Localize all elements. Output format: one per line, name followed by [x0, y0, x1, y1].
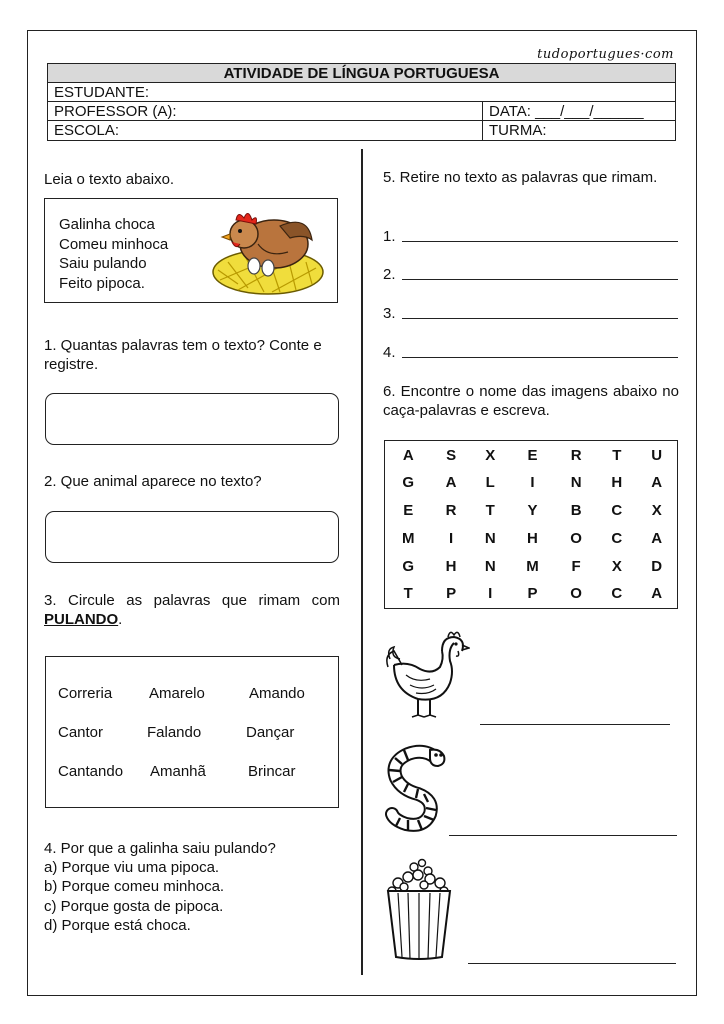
question-1: 1. Quantas palavras tem o texto? Conte e registre.: [44, 337, 322, 373]
date-field[interactable]: DATA: ___/___/______: [489, 103, 644, 120]
word-search-letter[interactable]: C: [611, 585, 623, 603]
rhyme-answer-3[interactable]: [383, 305, 678, 322]
word-search-letter[interactable]: M: [401, 529, 415, 547]
word-search-letter[interactable]: N: [570, 474, 582, 492]
word-search-letter[interactable]: H: [445, 557, 457, 575]
word-search-letter[interactable]: R: [570, 446, 582, 464]
rhyme-answer-1[interactable]: [383, 228, 678, 245]
word-search-row: [385, 497, 678, 525]
poem-box: [44, 198, 338, 303]
option-b[interactable]: b) Porque comeu minhoca.: [44, 878, 225, 895]
question-2: 2. Que animal aparece no texto?: [44, 473, 262, 490]
question-3: [44, 591, 340, 610]
word-search-letter[interactable]: M: [526, 557, 539, 575]
word-search-letter[interactable]: D: [651, 557, 663, 575]
word-search-letter[interactable]: A: [651, 585, 663, 603]
word-search-letter[interactable]: E: [527, 446, 538, 464]
rhyme-word[interactable]: Cantor: [58, 724, 104, 741]
class-field[interactable]: TURMA:: [489, 122, 547, 139]
poem-line: Comeu minhoca: [59, 235, 169, 253]
popcorn-answer-line[interactable]: [468, 963, 676, 964]
word-search-letter[interactable]: A: [445, 474, 457, 492]
answer-box-2[interactable]: [45, 511, 339, 563]
rhyme-words-box: [45, 656, 339, 808]
rhyme-word[interactable]: Amanhã: [150, 763, 206, 780]
popcorn-icon: [384, 857, 454, 961]
word-search-row: [385, 441, 678, 470]
hen-icon: [384, 629, 470, 723]
student-field[interactable]: ESTUDANTE:: [54, 84, 150, 101]
word-search-row: [385, 524, 678, 552]
school-row: [48, 121, 675, 140]
worm-icon: [384, 744, 450, 836]
worm-answer-line[interactable]: [449, 835, 677, 836]
site-watermark: tudoportugues·com: [537, 47, 674, 62]
word-search-letter[interactable]: X: [651, 502, 662, 520]
poem-line: Feito pipoca.: [59, 274, 145, 292]
word-search-letter[interactable]: C: [611, 529, 623, 547]
word-search-letter[interactable]: S: [446, 446, 457, 464]
item-number: 2.: [383, 266, 396, 283]
poem: [59, 215, 168, 293]
word-search-letter[interactable]: H: [527, 529, 538, 547]
teacher-field[interactable]: PROFESSOR (A):: [48, 102, 483, 120]
rhyme-word[interactable]: Falando: [147, 724, 202, 741]
word-search-letter[interactable]: O: [570, 585, 582, 603]
answer-line[interactable]: [402, 241, 678, 242]
column-divider: [361, 149, 363, 975]
word-search-letter[interactable]: P: [527, 585, 538, 603]
word-search-letter[interactable]: I: [448, 529, 454, 547]
poem-line: Saiu pulando: [59, 255, 147, 272]
word-search-letter[interactable]: B: [570, 502, 582, 520]
word-search-letter[interactable]: N: [484, 557, 496, 575]
word-search-letter[interactable]: G: [402, 474, 415, 492]
rhyme-answer-4[interactable]: [383, 344, 678, 361]
worksheet-page: [27, 30, 697, 996]
word-search-row: [385, 580, 678, 609]
word-search-letter[interactable]: U: [651, 446, 663, 464]
option-a[interactable]: a) Porque viu uma pipoca.: [44, 859, 220, 876]
rhyme-word[interactable]: Brincar: [248, 763, 296, 780]
answer-line[interactable]: [402, 318, 678, 319]
question-3-text: 3. Circule as palavras que rimam com: [44, 592, 340, 609]
word-search-letter[interactable]: P: [446, 585, 457, 603]
word-search-letter[interactable]: I: [488, 585, 493, 603]
teacher-row: [48, 102, 675, 121]
word-search-letter[interactable]: H: [611, 474, 623, 492]
word-search-letter[interactable]: E: [403, 502, 414, 520]
answer-box-1[interactable]: [45, 393, 339, 445]
intro-text: Leia o texto abaixo.: [44, 171, 175, 188]
question-5: 5. Retire no texto as palavras que rimam.: [383, 169, 658, 186]
question-4: 4. Por que a galinha saiu pulando?: [44, 840, 276, 857]
word-search-row: [385, 552, 678, 580]
word-search-letter[interactable]: T: [485, 502, 495, 520]
answer-line[interactable]: [402, 357, 678, 358]
rhyme-word[interactable]: Cantando: [58, 763, 124, 780]
word-search-letter[interactable]: N: [484, 529, 496, 547]
word-search-letter[interactable]: L: [485, 474, 495, 492]
word-search-letter[interactable]: X: [485, 446, 496, 464]
header-table: [47, 63, 676, 141]
word-search-row: [385, 469, 678, 497]
question-3-keyword: PULANDO: [44, 611, 119, 628]
word-search-letter[interactable]: R: [445, 502, 457, 520]
answer-line[interactable]: [402, 279, 678, 280]
word-search-letter[interactable]: A: [402, 446, 414, 464]
school-field[interactable]: ESCOLA:: [48, 121, 483, 140]
word-search-letter[interactable]: C: [611, 502, 623, 520]
student-row: [48, 83, 675, 102]
word-search-letter[interactable]: G: [402, 557, 415, 575]
question-6: 6. Encontre o nome das imagens abaixo no caça-palavras e escreva.: [383, 383, 679, 419]
word-search-letter[interactable]: F: [571, 557, 581, 575]
item-number: 3.: [383, 305, 396, 322]
word-search-letter[interactable]: X: [611, 557, 622, 575]
poem-line: Galinha choca: [59, 216, 155, 233]
rhyme-word[interactable]: Amarelo: [149, 685, 205, 702]
word-search-letter[interactable]: T: [612, 446, 622, 464]
item-number: 1.: [383, 228, 396, 245]
word-search-letter[interactable]: A: [651, 529, 663, 547]
word-search-letter[interactable]: T: [403, 585, 413, 603]
rhyme-word[interactable]: Dançar: [246, 724, 295, 741]
rhyme-answer-2[interactable]: [383, 266, 678, 283]
hen-in-nest-icon: [208, 204, 326, 300]
worksheet-title: ATIVIDADE DE LÍNGUA PORTUGUESA: [48, 64, 675, 83]
word-search-grid: [384, 440, 678, 609]
rhyme-word[interactable]: Amando: [249, 685, 305, 702]
option-d[interactable]: d) Porque está choca.: [44, 917, 191, 934]
option-c[interactable]: c) Porque gosta de pipoca.: [44, 898, 224, 915]
item-number: 4.: [383, 344, 396, 361]
word-search-letter[interactable]: O: [570, 529, 582, 547]
rhyme-word[interactable]: Correria: [58, 685, 113, 702]
word-search-letter[interactable]: Y: [527, 502, 538, 520]
word-search-letter[interactable]: A: [651, 474, 663, 492]
question-3-end: .: [118, 611, 123, 628]
question-3-keyword-line: [44, 610, 122, 629]
word-search-letter[interactable]: I: [530, 474, 535, 492]
hen-answer-line[interactable]: [480, 724, 670, 725]
